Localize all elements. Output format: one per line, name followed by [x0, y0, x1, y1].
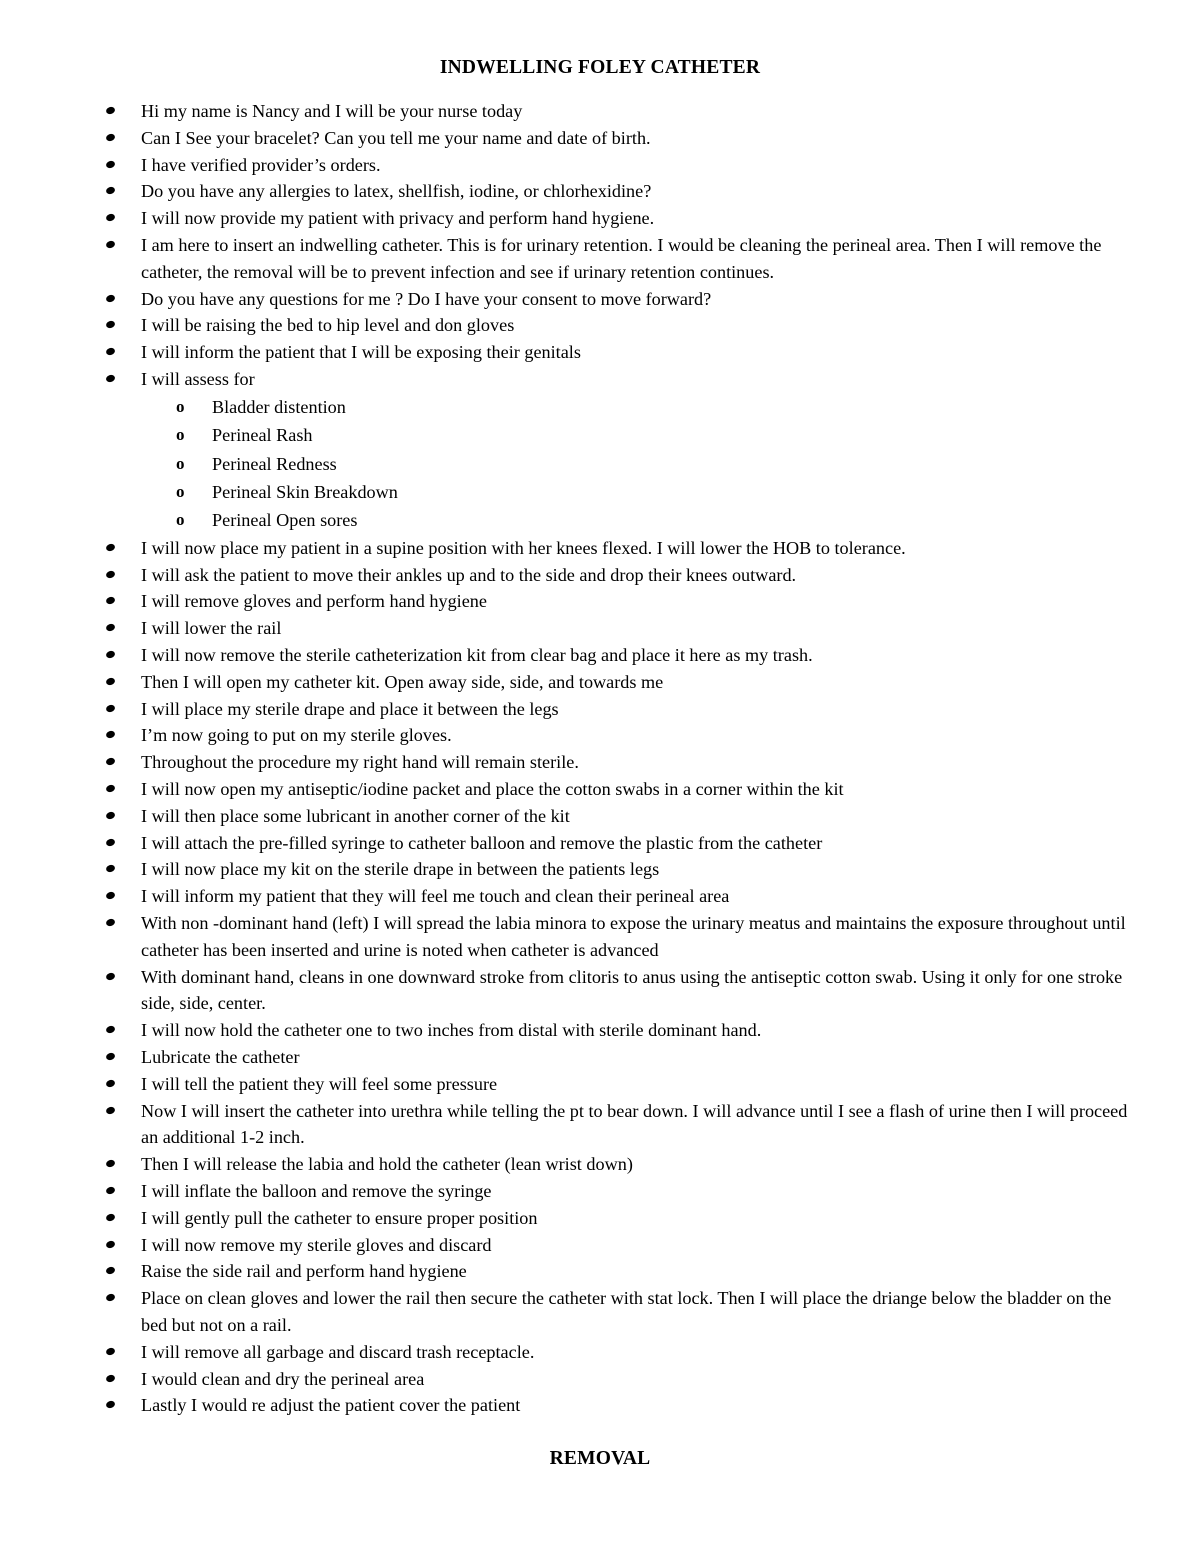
procedure-step [0, 1285, 1137, 1339]
procedure-step [0, 1205, 1137, 1232]
procedure-step [0, 1044, 1137, 1071]
assessment-item [0, 393, 1112, 421]
procedure-steps-list [0, 98, 1137, 1419]
procedure-step [0, 910, 1137, 964]
procedure-step [0, 286, 1137, 313]
procedure-step [0, 1098, 1137, 1152]
bullet-icon [105, 347, 116, 357]
bullet-icon [105, 810, 116, 820]
bullet-icon [105, 1212, 116, 1222]
procedure-step [0, 1366, 1137, 1393]
procedure-step-text: I will now provide my patient with privacy and perform hand hygiene. [141, 208, 655, 229]
procedure-step [0, 669, 1137, 696]
sub-bullet-icon: o [176, 425, 185, 445]
bullet-icon [105, 703, 116, 713]
procedure-step-text: Then I will release the labia and hold the catheter (lean wrist down) [141, 1154, 633, 1175]
bullet-icon [105, 186, 116, 196]
sub-bullet-icon: o [176, 453, 185, 473]
sub-bullet-icon: o [176, 396, 185, 416]
bullet-icon [105, 1400, 116, 1410]
procedure-step [0, 856, 1137, 883]
procedure-step [0, 1017, 1137, 1044]
bullet-icon [105, 374, 116, 384]
procedure-step-text: I will attach the pre-filled syringe to catheter balloon and remove the plastic from the catheter [141, 832, 823, 853]
procedure-step [0, 722, 1137, 749]
procedure-step-text: I will place my sterile drape and place it between the legs [141, 698, 559, 719]
procedure-step-text: I will now hold the catheter one to two inches from distal with sterile dominant hand. [141, 1020, 762, 1041]
bullet-icon [105, 1346, 116, 1356]
bullet-icon [105, 132, 116, 142]
procedure-step [0, 562, 1137, 589]
procedure-step [0, 1178, 1137, 1205]
assessment-item-text: Perineal Redness [212, 453, 337, 474]
bullet-icon [105, 891, 116, 901]
procedure-step [0, 125, 1137, 152]
bullet-icon [105, 837, 116, 847]
bullet-icon [105, 1025, 116, 1035]
procedure-step [0, 964, 1137, 1018]
procedure-step-text: I will lower the rail [141, 618, 282, 639]
procedure-step [0, 205, 1137, 232]
assessment-item-text: Perineal Open sores [212, 510, 358, 531]
bullet-icon [105, 918, 116, 928]
bullet-icon [105, 1186, 116, 1196]
procedure-step-text: Lubricate the catheter [141, 1046, 300, 1067]
procedure-step [0, 1071, 1137, 1098]
procedure-step-text: I would clean and dry the perineal area [141, 1368, 425, 1389]
procedure-step-text: Throughout the procedure my right hand will remain sterile. [141, 752, 579, 773]
procedure-step [0, 178, 1137, 205]
procedure-step-text: Place on clean gloves and lower the rail then secure the catheter with stat lock. Then I will place the driange below the bladder on the bed but not on a rail. [141, 1288, 1112, 1335]
procedure-step-text: I will inform my patient that they will feel me touch and clean their perineal area [141, 886, 730, 907]
assessment-item-text: Bladder distention [212, 396, 346, 417]
procedure-step-text: Now I will insert the catheter into urethra while telling the pt to bear down. I will advance until I see a flash of urine then I will proceed an additional 1-2 inch. [141, 1100, 1128, 1148]
procedure-step-text: I will tell the patient they will feel some pressure [141, 1073, 498, 1094]
bullet-icon [105, 293, 116, 303]
bullet-icon [105, 1159, 116, 1169]
procedure-step-text: I will gently pull the catheter to ensure proper position [141, 1207, 538, 1228]
bullet-icon [105, 784, 116, 794]
document-title: INDWELLING FOLEY CATHETER [439, 57, 761, 78]
bullet-icon [105, 569, 116, 579]
bullet-icon [105, 864, 116, 874]
assessment-item [0, 478, 1112, 506]
procedure-step-text: Do you have any questions for me ? Do I have your consent to move forward? [141, 288, 712, 309]
procedure-step-text: I am here to insert an indwelling catheter. This is for urinary retention. I would be cleaning the perineal area. Then I will remove the catheter, the removal will be to prevent infection and see if urinary retention continues. [141, 234, 1102, 282]
bullet-icon [105, 971, 116, 981]
procedure-step [0, 1392, 1137, 1419]
procedure-step [0, 830, 1137, 857]
procedure-step [0, 98, 1137, 125]
procedure-step-text: Hi my name is Nancy and I will be your nurse today [141, 101, 523, 121]
procedure-step-text: I will now place my patient in a supine position with her knees flexed. I will lower the HOB to tolerance. [141, 537, 906, 558]
procedure-step-text: I will remove all garbage and discard trash receptacle. [141, 1341, 535, 1362]
bullet-icon [105, 1105, 116, 1115]
procedure-step [0, 642, 1137, 669]
bullet-icon [105, 623, 116, 633]
procedure-step-text: I have verified provider’s orders. [141, 154, 381, 175]
procedure-step [0, 883, 1137, 910]
bullet-icon [105, 1373, 116, 1383]
procedure-step-text: I will now open my antiseptic/iodine packet and place the cotton swabs in a corner within the kit [141, 778, 844, 799]
procedure-step-text: I will now remove the sterile catheterization kit from clear bag and place it here as my trash. [141, 644, 813, 665]
bullet-icon [105, 542, 116, 552]
procedure-step [0, 152, 1137, 179]
procedure-step-text: I will remove gloves and perform hand hygiene [141, 591, 487, 612]
procedure-step-text: I will now remove my sterile gloves and discard [141, 1234, 492, 1255]
procedure-step [0, 588, 1137, 615]
procedure-step-text: I will then place some lubricant in another corner of the kit [141, 805, 570, 826]
procedure-step-text: With non -dominant hand (left) I will spread the labia minora to expose the urinary meatus and maintains the exposure throughout until catheter has been inserted and urine is noted when catheter is advanced [141, 912, 1126, 960]
bullet-icon [105, 676, 116, 686]
procedure-step [0, 1339, 1137, 1366]
bullet-icon [105, 240, 116, 250]
sub-bullet-icon: o [176, 481, 185, 501]
procedure-step-text: Raise the side rail and perform hand hygiene [141, 1261, 467, 1282]
bullet-icon [105, 159, 116, 169]
procedure-step [0, 749, 1137, 776]
bullet-icon [105, 320, 116, 330]
bullet-icon [105, 1293, 116, 1303]
procedure-step [0, 1258, 1137, 1285]
procedure-step [0, 696, 1137, 723]
procedure-step-text: With dominant hand, cleans in one downward stroke from clitoris to anus using the antiseptic cotton swab. Using it only for one stroke side, side, center. [141, 966, 1123, 1014]
procedure-step [0, 339, 1137, 366]
procedure-step-text: Lastly I would re adjust the patient cover the patient [141, 1395, 521, 1416]
procedure-step-text: I will now place my kit on the sterile drape in between the patients legs [141, 859, 660, 880]
bullet-icon [105, 106, 116, 116]
procedure-step [0, 803, 1137, 830]
procedure-step [0, 776, 1137, 803]
sub-bullet-icon: o [176, 510, 185, 530]
bullet-icon [105, 1052, 116, 1062]
bullet-icon [105, 730, 116, 740]
procedure-step-text: I will assess for [141, 368, 255, 389]
procedure-step [0, 312, 1137, 339]
bullet-icon [105, 1078, 116, 1088]
bullet-icon [105, 757, 116, 767]
procedure-step-text: I’m now going to put on my sterile gloves. [141, 725, 452, 746]
procedure-step-text: Do you have any allergies to latex, shellfish, iodine, or chlorhexidine? [141, 181, 652, 202]
assessment-item [0, 506, 1112, 534]
procedure-step [0, 366, 1137, 393]
bullet-icon [105, 1266, 116, 1276]
bullet-icon [105, 1239, 116, 1249]
assessment-item-text: Perineal Rash [212, 425, 313, 446]
procedure-step [0, 1151, 1137, 1178]
assessment-item [0, 450, 1112, 478]
bullet-icon [105, 213, 116, 223]
procedure-step [0, 1232, 1137, 1259]
procedure-step-text: I will be raising the bed to hip level and don gloves [141, 315, 515, 336]
procedure-step-text: Then I will open my catheter kit. Open away side, side, and towards me [141, 671, 664, 692]
procedure-step [0, 232, 1137, 286]
procedure-step-text: I will ask the patient to move their ankles up and to the side and drop their knees outward. [141, 564, 797, 585]
procedure-step [0, 535, 1137, 562]
removal-section-title: REMOVAL [549, 1448, 651, 1469]
assessment-item [0, 421, 1112, 449]
procedure-step-text: I will inform the patient that I will be exposing their genitals [141, 342, 581, 363]
bullet-icon [105, 650, 116, 660]
assessment-item-text: Perineal Skin Breakdown [212, 481, 398, 502]
bullet-icon [105, 596, 116, 606]
procedure-step [0, 615, 1137, 642]
procedure-step-text: Can I See your bracelet? Can you tell me your name and date of birth. [141, 127, 651, 148]
procedure-step-text: I will inflate the balloon and remove the syringe [141, 1180, 492, 1201]
